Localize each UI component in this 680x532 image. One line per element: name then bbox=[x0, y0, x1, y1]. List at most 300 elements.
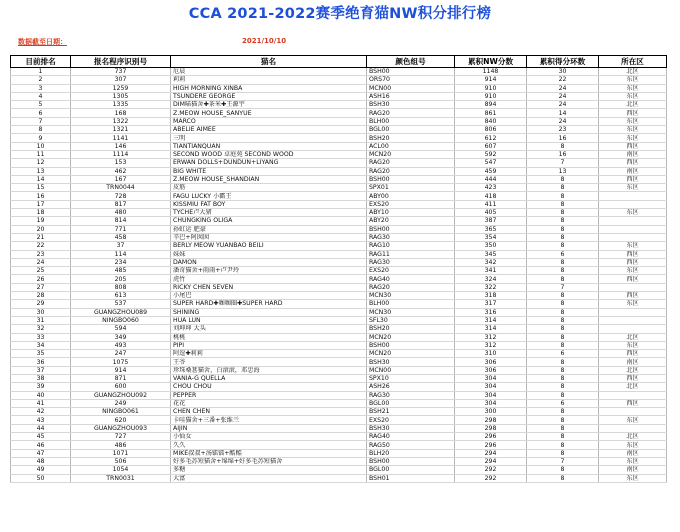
cat-name-cell: AIJIN bbox=[171, 424, 367, 432]
entry-id-cell: 462 bbox=[71, 167, 171, 175]
region-cell bbox=[599, 192, 667, 200]
entry-id-cell: 594 bbox=[71, 325, 171, 333]
rank-cell: 48 bbox=[11, 457, 71, 465]
rank-cell: 49 bbox=[11, 466, 71, 474]
entry-id-cell: 168 bbox=[71, 109, 171, 117]
cat-name-cell: 潘奇猫舍+雨雨+卢尹玲 bbox=[171, 267, 367, 275]
rings-cell: 8 bbox=[527, 142, 599, 150]
nw-points-cell: 592 bbox=[455, 150, 527, 158]
entry-id-cell: 114 bbox=[71, 250, 171, 258]
entry-id-cell: TRN0044 bbox=[71, 184, 171, 192]
rings-cell: 8 bbox=[527, 433, 599, 441]
entry-id-cell: 1259 bbox=[71, 84, 171, 92]
table-header-row bbox=[11, 56, 667, 68]
nw-points-cell: 894 bbox=[455, 101, 527, 109]
region-cell: 西区 bbox=[599, 350, 667, 358]
color-group-cell: ASH16 bbox=[367, 92, 455, 100]
table-row bbox=[11, 292, 667, 300]
rings-cell: 14 bbox=[527, 109, 599, 117]
cat-name-cell: 莉莉 bbox=[171, 76, 367, 84]
cat-name-cell: 妹妹 bbox=[171, 250, 367, 258]
table-row bbox=[11, 68, 667, 76]
region-cell: 西区 bbox=[599, 175, 667, 183]
nw-points-cell: 304 bbox=[455, 374, 527, 382]
region-cell bbox=[599, 316, 667, 324]
table-row bbox=[11, 84, 667, 92]
rings-cell: 24 bbox=[527, 101, 599, 109]
table-row bbox=[11, 242, 667, 250]
region-cell: 南区 bbox=[599, 150, 667, 158]
nw-points-cell: 459 bbox=[455, 167, 527, 175]
rank-cell: 25 bbox=[11, 267, 71, 275]
nw-points-cell: 298 bbox=[455, 424, 527, 432]
nw-points-cell: 547 bbox=[455, 159, 527, 167]
rings-cell: 6 bbox=[527, 350, 599, 358]
cat-name-cell: FAGU LUCKY 小霸王 bbox=[171, 192, 367, 200]
cat-name-cell: TSUNDERE GEORGE bbox=[171, 92, 367, 100]
entry-id-cell: 167 bbox=[71, 175, 171, 183]
table-row bbox=[11, 316, 667, 324]
region-cell: 东区 bbox=[599, 117, 667, 125]
rank-cell: 38 bbox=[11, 374, 71, 382]
nw-points-cell: 354 bbox=[455, 233, 527, 241]
entry-id-cell: 914 bbox=[71, 366, 171, 374]
cat-name-cell: 辛巴+阿囡囡 bbox=[171, 233, 367, 241]
region-cell: 东区 bbox=[599, 457, 667, 465]
rings-cell: 8 bbox=[527, 233, 599, 241]
rank-cell: 17 bbox=[11, 200, 71, 208]
region-cell: 北区 bbox=[599, 383, 667, 391]
color-group-cell: ABY20 bbox=[367, 217, 455, 225]
rings-cell: 8 bbox=[527, 466, 599, 474]
cat-name-cell: 久久 bbox=[171, 441, 367, 449]
region-cell: 东区 bbox=[599, 242, 667, 250]
color-group-cell: MCN20 bbox=[367, 350, 455, 358]
header-entry-id: 报名程序识别号 bbox=[71, 56, 171, 68]
nw-points-cell: 294 bbox=[455, 457, 527, 465]
rings-cell: 8 bbox=[527, 408, 599, 416]
region-cell: 西区 bbox=[599, 142, 667, 150]
nw-points-cell: 350 bbox=[455, 242, 527, 250]
entry-id-cell: 506 bbox=[71, 457, 171, 465]
region-cell: 西区 bbox=[599, 258, 667, 266]
cat-name-cell: 小尾巴 bbox=[171, 292, 367, 300]
color-group-cell: BSH21 bbox=[367, 408, 455, 416]
table-row bbox=[11, 184, 667, 192]
cat-name-cell: HIGH MORNING XINBA bbox=[171, 84, 367, 92]
color-group-cell: RAG20 bbox=[367, 283, 455, 291]
rank-cell: 45 bbox=[11, 433, 71, 441]
rings-cell: 8 bbox=[527, 416, 599, 424]
nw-points-cell: 298 bbox=[455, 416, 527, 424]
table-row bbox=[11, 416, 667, 424]
color-group-cell: BSH30 bbox=[367, 101, 455, 109]
color-group-cell: BGL00 bbox=[367, 399, 455, 407]
header-color-group: 颜色组号 bbox=[367, 56, 455, 68]
rank-cell: 9 bbox=[11, 134, 71, 142]
cat-name-cell: HUA LUN bbox=[171, 316, 367, 324]
region-cell bbox=[599, 283, 667, 291]
entry-id-cell: 808 bbox=[71, 283, 171, 291]
table-row bbox=[11, 474, 667, 482]
cat-name-cell: KISSMIU FAT BOY bbox=[171, 200, 367, 208]
rank-cell: 11 bbox=[11, 150, 71, 158]
color-group-cell: BSH00 bbox=[367, 341, 455, 349]
cat-name-cell: TYCHE卢大猪 bbox=[171, 209, 367, 217]
table-row bbox=[11, 300, 667, 308]
table-row bbox=[11, 250, 667, 258]
entry-id-cell: 249 bbox=[71, 399, 171, 407]
table-row bbox=[11, 325, 667, 333]
header-region: 所在区 bbox=[599, 56, 667, 68]
table-row bbox=[11, 92, 667, 100]
nw-points-cell: 306 bbox=[455, 358, 527, 366]
table-row bbox=[11, 175, 667, 183]
table-row bbox=[11, 217, 667, 225]
entry-id-cell: 871 bbox=[71, 374, 171, 382]
region-cell: 北区 bbox=[599, 433, 667, 441]
entry-id-cell: 817 bbox=[71, 200, 171, 208]
cat-name-cell: PIPI bbox=[171, 341, 367, 349]
cat-name-cell: SHINING bbox=[171, 308, 367, 316]
rank-cell: 30 bbox=[11, 308, 71, 316]
entry-id-cell: 1335 bbox=[71, 101, 171, 109]
nw-points-cell: 1148 bbox=[455, 68, 527, 76]
table-row bbox=[11, 126, 667, 134]
rings-cell: 24 bbox=[527, 84, 599, 92]
rank-cell: 6 bbox=[11, 109, 71, 117]
color-group-cell: SFL30 bbox=[367, 316, 455, 324]
color-group-cell: RAG20 bbox=[367, 167, 455, 175]
table-row bbox=[11, 117, 667, 125]
cat-name-cell: 三明 bbox=[171, 134, 367, 142]
rank-cell: 8 bbox=[11, 126, 71, 134]
data-cutoff-date: 2021/10/10 bbox=[242, 37, 287, 45]
color-group-cell: RAG40 bbox=[367, 433, 455, 441]
entry-id-cell: 349 bbox=[71, 333, 171, 341]
color-group-cell: BSH20 bbox=[367, 134, 455, 142]
color-group-cell: BSH30 bbox=[367, 358, 455, 366]
rank-cell: 5 bbox=[11, 101, 71, 109]
rank-cell: 34 bbox=[11, 341, 71, 349]
color-group-cell: ASH26 bbox=[367, 383, 455, 391]
nw-points-cell: 607 bbox=[455, 142, 527, 150]
entry-id-cell: 486 bbox=[71, 441, 171, 449]
nw-points-cell: 840 bbox=[455, 117, 527, 125]
rings-cell: 8 bbox=[527, 358, 599, 366]
entry-id-cell: NINGBO060 bbox=[71, 316, 171, 324]
nw-points-cell: 365 bbox=[455, 225, 527, 233]
rank-cell: 41 bbox=[11, 399, 71, 407]
header-nw-points: 累积NW分数 bbox=[455, 56, 527, 68]
rings-cell: 8 bbox=[527, 474, 599, 482]
cat-name-cell: 卡哇猫舍+三番+张维兰 bbox=[171, 416, 367, 424]
header-rings: 累积得分环数 bbox=[527, 56, 599, 68]
nw-points-cell: 296 bbox=[455, 441, 527, 449]
table-row bbox=[11, 441, 667, 449]
entry-id-cell: 771 bbox=[71, 225, 171, 233]
color-group-cell: BGL00 bbox=[367, 126, 455, 134]
nw-points-cell: 806 bbox=[455, 126, 527, 134]
entry-id-cell: TRN0031 bbox=[71, 474, 171, 482]
table-row bbox=[11, 200, 667, 208]
region-cell bbox=[599, 233, 667, 241]
color-group-cell: RAG30 bbox=[367, 391, 455, 399]
rings-cell: 8 bbox=[527, 424, 599, 432]
rings-cell: 8 bbox=[527, 341, 599, 349]
rank-cell: 2 bbox=[11, 76, 71, 84]
rings-cell: 8 bbox=[527, 308, 599, 316]
entry-id-cell: 613 bbox=[71, 292, 171, 300]
nw-points-cell: 318 bbox=[455, 292, 527, 300]
rank-cell: 40 bbox=[11, 391, 71, 399]
region-cell: 东区 bbox=[599, 341, 667, 349]
color-group-cell: MCN30 bbox=[367, 292, 455, 300]
nw-points-cell: 314 bbox=[455, 325, 527, 333]
rings-cell: 8 bbox=[527, 192, 599, 200]
rings-cell: 7 bbox=[527, 159, 599, 167]
region-cell: 南区 bbox=[599, 466, 667, 474]
nw-points-cell: 300 bbox=[455, 408, 527, 416]
entry-id-cell: 485 bbox=[71, 267, 171, 275]
rings-cell: 7 bbox=[527, 457, 599, 465]
table-row bbox=[11, 433, 667, 441]
rank-cell: 50 bbox=[11, 474, 71, 482]
cat-name-cell: MIKE叔叔+汤镭镭+酷酷 bbox=[171, 449, 367, 457]
region-cell: 西区 bbox=[599, 109, 667, 117]
nw-points-cell: 324 bbox=[455, 275, 527, 283]
cat-name-cell: CHUNGKING OLIGA bbox=[171, 217, 367, 225]
cat-name-cell: DAMON bbox=[171, 258, 367, 266]
cat-name-cell: 好多毛苏短猫舍+绵绵+好多毛苏短猫舍 bbox=[171, 457, 367, 465]
entry-id-cell: 146 bbox=[71, 142, 171, 150]
color-group-cell: BLH00 bbox=[367, 300, 455, 308]
region-cell bbox=[599, 308, 667, 316]
rank-cell: 23 bbox=[11, 250, 71, 258]
rings-cell: 8 bbox=[527, 292, 599, 300]
color-group-cell: BSH00 bbox=[367, 175, 455, 183]
nw-points-cell: 304 bbox=[455, 383, 527, 391]
page-title: CCA 2021-2022赛季绝育猫NW积分排行榜 bbox=[188, 6, 492, 22]
nw-points-cell: 612 bbox=[455, 134, 527, 142]
region-cell: 东区 bbox=[599, 441, 667, 449]
color-group-cell: BGL00 bbox=[367, 466, 455, 474]
rings-cell: 7 bbox=[527, 283, 599, 291]
region-cell bbox=[599, 424, 667, 432]
color-group-cell: BSH30 bbox=[367, 424, 455, 432]
region-cell: 东区 bbox=[599, 126, 667, 134]
entry-id-cell: 37 bbox=[71, 242, 171, 250]
color-group-cell: MCN30 bbox=[367, 308, 455, 316]
color-group-cell: ABY10 bbox=[367, 209, 455, 217]
nw-points-cell: 294 bbox=[455, 449, 527, 457]
entry-id-cell: NINGBO061 bbox=[71, 408, 171, 416]
rank-cell: 44 bbox=[11, 424, 71, 432]
rank-cell: 43 bbox=[11, 416, 71, 424]
color-group-cell: ORS70 bbox=[367, 76, 455, 84]
rings-cell: 8 bbox=[527, 217, 599, 225]
entry-id-cell: GUANGZHOU089 bbox=[71, 308, 171, 316]
color-group-cell: RAG30 bbox=[367, 233, 455, 241]
table-row bbox=[11, 159, 667, 167]
rings-cell: 6 bbox=[527, 399, 599, 407]
rank-cell: 28 bbox=[11, 292, 71, 300]
rank-cell: 14 bbox=[11, 175, 71, 183]
rings-cell: 8 bbox=[527, 175, 599, 183]
color-group-cell: RAG50 bbox=[367, 441, 455, 449]
rings-cell: 8 bbox=[527, 258, 599, 266]
nw-points-cell: 322 bbox=[455, 283, 527, 291]
entry-id-cell: 600 bbox=[71, 383, 171, 391]
cat-name-cell: VANIA-G QUELLA bbox=[171, 374, 367, 382]
table-row bbox=[11, 449, 667, 457]
rings-cell: 16 bbox=[527, 134, 599, 142]
table-row bbox=[11, 399, 667, 407]
region-cell bbox=[599, 408, 667, 416]
cat-name-cell: 阿逗✚莉莉 bbox=[171, 350, 367, 358]
region-cell: 东区 bbox=[599, 84, 667, 92]
rank-cell: 39 bbox=[11, 383, 71, 391]
entry-id-cell: 1054 bbox=[71, 466, 171, 474]
region-cell bbox=[599, 391, 667, 399]
rank-cell: 10 bbox=[11, 142, 71, 150]
table-row bbox=[11, 358, 667, 366]
entry-id-cell: 737 bbox=[71, 68, 171, 76]
table-row bbox=[11, 76, 667, 84]
region-cell: 西区 bbox=[599, 250, 667, 258]
rank-cell: 24 bbox=[11, 258, 71, 266]
rank-cell: 36 bbox=[11, 358, 71, 366]
table-row bbox=[11, 142, 667, 150]
nw-points-cell: 316 bbox=[455, 308, 527, 316]
cat-name-cell: 珍珠桑葚猫舍，白滚滚，邓忠海 bbox=[171, 366, 367, 374]
rings-cell: 8 bbox=[527, 275, 599, 283]
rank-cell: 27 bbox=[11, 283, 71, 291]
color-group-cell: BSH00 bbox=[367, 225, 455, 233]
cat-name-cell: 厄晨 bbox=[171, 68, 367, 76]
nw-points-cell: 910 bbox=[455, 84, 527, 92]
region-cell: 西区 bbox=[599, 275, 667, 283]
table-row bbox=[11, 134, 667, 142]
cat-name-cell: ERWAN DOLLS+DUNDUN+LIYANG bbox=[171, 159, 367, 167]
table-row bbox=[11, 374, 667, 382]
nw-points-cell: 296 bbox=[455, 433, 527, 441]
table-row bbox=[11, 350, 667, 358]
rings-cell: 8 bbox=[527, 333, 599, 341]
rings-cell: 8 bbox=[527, 374, 599, 382]
region-cell: 东区 bbox=[599, 92, 667, 100]
entry-id-cell: 493 bbox=[71, 341, 171, 349]
rank-cell: 13 bbox=[11, 167, 71, 175]
entry-id-cell: 307 bbox=[71, 76, 171, 84]
entry-id-cell: 153 bbox=[71, 159, 171, 167]
rings-cell: 16 bbox=[527, 150, 599, 158]
region-cell: 东区 bbox=[599, 209, 667, 217]
table-row bbox=[11, 308, 667, 316]
table-row bbox=[11, 209, 667, 217]
region-cell: 东区 bbox=[599, 184, 667, 192]
nw-points-cell: 312 bbox=[455, 341, 527, 349]
rank-cell: 12 bbox=[11, 159, 71, 167]
table-row bbox=[11, 101, 667, 109]
region-cell: 北区 bbox=[599, 333, 667, 341]
table-row bbox=[11, 258, 667, 266]
rank-cell: 35 bbox=[11, 350, 71, 358]
cat-name-cell: SECOND WOOD 卓庭苑 SECOND WOOD bbox=[171, 150, 367, 158]
color-group-cell: BLH20 bbox=[367, 449, 455, 457]
cat-name-cell: 虎竹 bbox=[171, 275, 367, 283]
region-cell: 东区 bbox=[599, 267, 667, 275]
color-group-cell: BSH01 bbox=[367, 474, 455, 482]
entry-id-cell: 247 bbox=[71, 350, 171, 358]
rings-cell: 24 bbox=[527, 117, 599, 125]
rings-cell: 8 bbox=[527, 242, 599, 250]
rings-cell: 8 bbox=[527, 449, 599, 457]
nw-points-cell: 411 bbox=[455, 200, 527, 208]
rank-cell: 47 bbox=[11, 449, 71, 457]
region-cell: 北区 bbox=[599, 68, 667, 76]
rings-cell: 6 bbox=[527, 250, 599, 258]
entry-id-cell: 458 bbox=[71, 233, 171, 241]
nw-points-cell: 292 bbox=[455, 466, 527, 474]
entry-id-cell: 727 bbox=[71, 433, 171, 441]
table-row bbox=[11, 457, 667, 465]
rings-cell: 8 bbox=[527, 391, 599, 399]
region-cell: 东区 bbox=[599, 474, 667, 482]
entry-id-cell: 480 bbox=[71, 209, 171, 217]
entry-id-cell: 1114 bbox=[71, 150, 171, 158]
region-cell: 西区 bbox=[599, 399, 667, 407]
rings-cell: 30 bbox=[527, 68, 599, 76]
rings-cell: 13 bbox=[527, 167, 599, 175]
table-row bbox=[11, 167, 667, 175]
rings-cell: 8 bbox=[527, 300, 599, 308]
color-group-cell: EXS20 bbox=[367, 416, 455, 424]
rings-cell: 8 bbox=[527, 383, 599, 391]
region-cell: 北区 bbox=[599, 101, 667, 109]
rank-cell: 18 bbox=[11, 209, 71, 217]
cat-name-cell: 小仙女 bbox=[171, 433, 367, 441]
cat-name-cell: 桃桃 bbox=[171, 333, 367, 341]
table-row bbox=[11, 275, 667, 283]
color-group-cell: SPX10 bbox=[367, 374, 455, 382]
rings-cell: 8 bbox=[527, 200, 599, 208]
rank-cell: 31 bbox=[11, 316, 71, 324]
data-cutoff-label: 数据截至日期： bbox=[18, 38, 67, 46]
color-group-cell: EXS20 bbox=[367, 200, 455, 208]
cat-name-cell: BIG WHITE bbox=[171, 167, 367, 175]
region-cell bbox=[599, 217, 667, 225]
table-row bbox=[11, 283, 667, 291]
table-row bbox=[11, 466, 667, 474]
table-row bbox=[11, 383, 667, 391]
cat-name-cell: ABELIE AIMEE bbox=[171, 126, 367, 134]
header-cat-name: 猫名 bbox=[171, 56, 367, 68]
nw-points-cell: 342 bbox=[455, 258, 527, 266]
region-cell: 东区 bbox=[599, 300, 667, 308]
rings-cell: 8 bbox=[527, 267, 599, 275]
rings-cell: 8 bbox=[527, 366, 599, 374]
color-group-cell: RAG20 bbox=[367, 159, 455, 167]
cat-name-cell: 刘坤坤 大头 bbox=[171, 325, 367, 333]
nw-points-cell: 292 bbox=[455, 474, 527, 482]
rings-cell: 23 bbox=[527, 126, 599, 134]
rings-cell: 24 bbox=[527, 92, 599, 100]
entry-id-cell: 1321 bbox=[71, 126, 171, 134]
entry-id-cell: 1075 bbox=[71, 358, 171, 366]
color-group-cell: RAG40 bbox=[367, 275, 455, 283]
entry-id-cell: 205 bbox=[71, 275, 171, 283]
